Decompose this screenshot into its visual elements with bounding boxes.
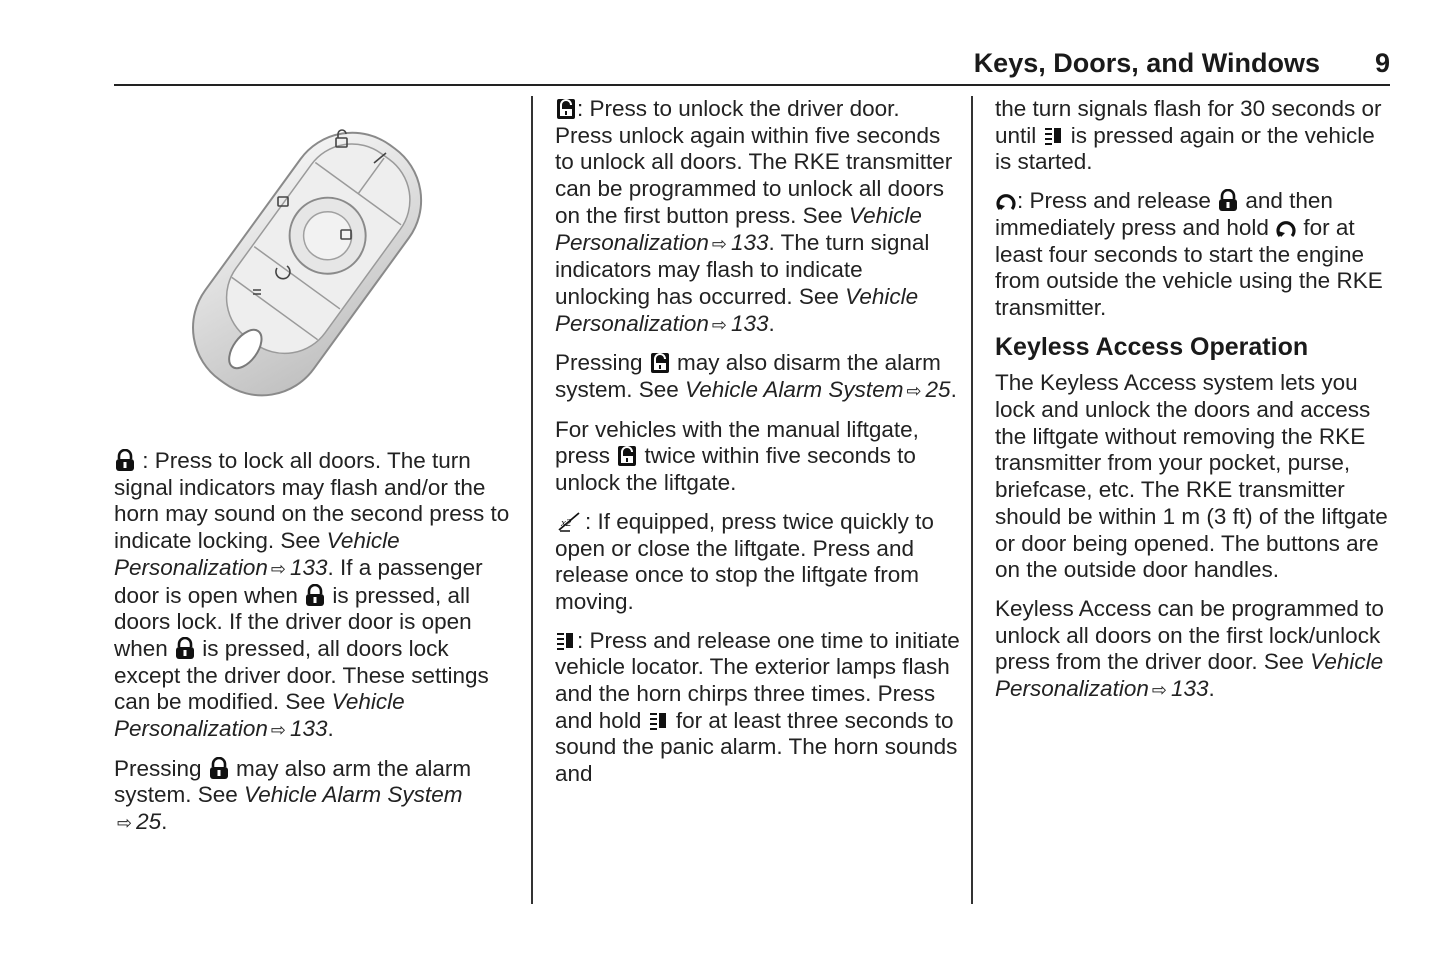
page-reference: 133 <box>289 554 328 580</box>
text-run: . <box>950 377 957 403</box>
page-reference-arrow-icon: ⇨ <box>270 720 286 741</box>
column-right <box>995 96 1395 716</box>
lock-icon <box>208 757 230 780</box>
text-run: may also disarm the alarm system. See <box>555 350 941 403</box>
page-reference-arrow-icon: ⇨ <box>711 233 727 254</box>
liftgate-button-paragraph <box>555 509 960 616</box>
page-reference-arrow-icon: ⇨ <box>270 558 286 579</box>
lock-icon <box>304 584 326 607</box>
text-run: twice within five seconds to unlock the liftgate. <box>555 443 916 496</box>
arm-alarm-paragraph <box>114 756 514 837</box>
vehicle-locator-icon <box>555 629 577 652</box>
lock-icon <box>174 637 196 660</box>
cross-reference: Vehicle Personalization <box>995 649 1384 702</box>
svg-text:x2: x2 <box>561 516 572 529</box>
text-run: may also arm the alarm system. See <box>114 755 472 808</box>
page-reference: 25 <box>136 809 162 835</box>
lock-button-paragraph <box>114 448 514 744</box>
column-left <box>114 96 514 849</box>
column-middle <box>555 96 960 800</box>
text-run: : Press and release <box>1017 188 1218 214</box>
locator-continued-paragraph <box>995 96 1395 176</box>
text-run: Pressing <box>114 755 208 781</box>
text-run: : Press to lock all doors. The turn signal indicators may flash and/or the horn may sound on the second press to indicate locking. See <box>114 448 510 554</box>
text-run: Pressing <box>555 350 649 376</box>
lock-icon <box>1217 189 1239 212</box>
cross-reference: Vehicle Personalization <box>114 689 405 742</box>
text-run: is pressed again or the vehicle is started. <box>995 122 1375 175</box>
cross-reference: Vehicle Personalization <box>114 528 400 580</box>
page-reference: 25 <box>925 377 951 403</box>
vehicle-locator-icon <box>648 709 670 732</box>
page-reference: 133 <box>730 310 769 336</box>
remote-start-icon <box>1275 216 1297 239</box>
text-run: . <box>768 310 775 336</box>
cross-reference: Vehicle Personalization <box>555 202 922 255</box>
section-title: Keys, Doors, and Windows <box>973 48 1320 78</box>
text-run: the turn signals flash for 30 seconds or until <box>995 96 1382 148</box>
text-run: . <box>327 716 334 742</box>
text-run: for at least three seconds to sound the panic alarm. The horn sounds and <box>555 707 958 787</box>
unlock-icon <box>649 351 671 374</box>
text-run: : If equipped, press twice quickly to open or close the liftgate. Press and release once to stop the liftgate from moving. <box>555 508 934 614</box>
text-run: For vehicles with the manual liftgate, press <box>555 416 919 469</box>
disarm-alarm-paragraph <box>555 350 960 404</box>
text-run: . <box>1208 676 1215 702</box>
text-run: is pressed, all doors lock except the driver door. These settings can be modified. See <box>114 635 489 715</box>
keyless-access-heading: Keyless Access Operation <box>995 332 1309 361</box>
text-run: is pressed, all doors lock. If the driver door is open when <box>114 582 472 661</box>
lock-icon <box>114 449 136 472</box>
column-divider <box>531 96 533 904</box>
vehicle-locator-paragraph <box>555 628 960 788</box>
keyless-access-paragraph: The Keyless Access system lets you lock and unlock the doors and access the liftgate without removing the RKE transmitter from your pocket, purse, briefcase, etc. The RKE transmitter should be within 1 m (3 ft) of the liftgate or door being opened. The buttons are on the outside door handles. <box>995 370 1388 583</box>
manual-liftgate-paragraph <box>555 417 960 497</box>
page-reference-arrow-icon: ⇨ <box>906 381 922 402</box>
page-number: 9 <box>1374 48 1390 78</box>
unlock-icon <box>616 444 638 467</box>
cross-reference: Vehicle Personalization <box>555 283 919 336</box>
text-run: . <box>161 809 168 835</box>
unlock-icon <box>555 97 577 120</box>
page-reference-arrow-icon: ⇨ <box>117 813 133 834</box>
page-reference: 133 <box>1170 676 1209 702</box>
remote-start-paragraph <box>995 188 1395 322</box>
cross-reference: Vehicle Alarm System <box>685 377 904 403</box>
text-run: Keyless Access can be programmed to unlock all doors on the first lock/unlock press from the driver door. See <box>995 595 1384 675</box>
cross-reference: Vehicle Alarm System <box>244 782 463 808</box>
page-reference-arrow-icon: ⇨ <box>711 314 727 335</box>
page-header <box>114 44 1390 86</box>
text-run: and then immediately press and hold <box>995 188 1333 240</box>
page-reference: 133 <box>730 229 769 255</box>
remote-start-icon <box>995 189 1017 212</box>
text-run: for at least four seconds to start the engine from outside the vehicle using the RKE transmitter. <box>995 214 1383 320</box>
unlock-button-paragraph <box>555 96 960 338</box>
keyless-programming-paragraph <box>995 596 1395 704</box>
column-divider <box>971 96 973 904</box>
liftgate-x2-icon <box>555 510 585 533</box>
vehicle-locator-icon <box>1043 124 1065 147</box>
page-reference-arrow-icon: ⇨ <box>1151 680 1167 701</box>
page-reference: 133 <box>289 716 328 742</box>
text-run: . The turn signal indicators may flash to indicate unlocking has occurred. See <box>555 229 930 309</box>
text-run: : Press to unlock the driver door. Press unlock again within five seconds to unlock all doors. The RKE transmitter can be programmed to unlock all doors on the first button press. See <box>555 96 953 228</box>
text-run: : Press and release one time to initiate vehicle locator. The exterior lamps flash and the horn chirps three times. Press and hold <box>555 627 960 733</box>
text-run: . If a passenger door is open when <box>114 554 483 608</box>
